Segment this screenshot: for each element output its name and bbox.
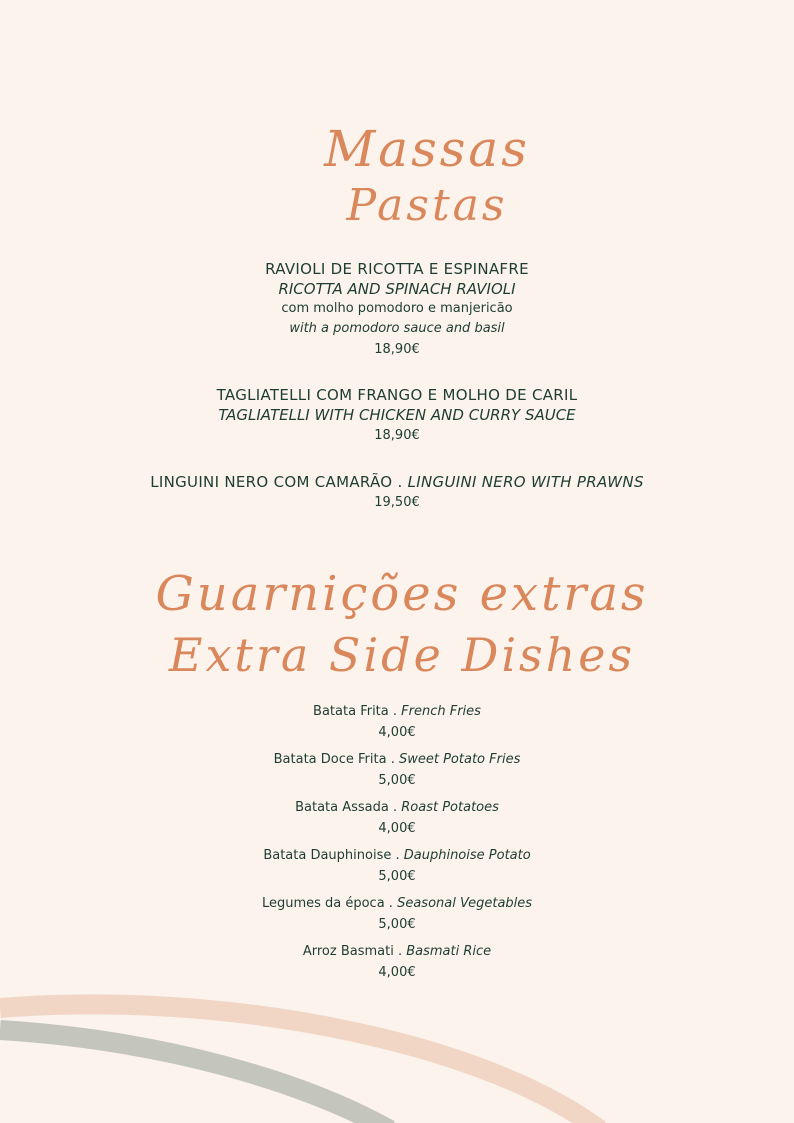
side-name-pt: Legumes da época .	[261, 896, 398, 911]
dish-name-pt: TAGLIATELLI COM FRANGO E MOLHO DE CARIL	[216, 386, 578, 404]
side-name-en: Basmati Rice	[406, 944, 492, 959]
dish-name-en: TAGLIATELLI WITH CHICKEN AND CURRY SAUCE	[218, 406, 576, 424]
dish-linguini	[0, 472, 794, 514]
side-item	[0, 702, 794, 744]
dish-name-en: LINGUINI NERO WITH PRAWNS	[407, 473, 644, 491]
side-name-pt: Batata Assada .	[295, 800, 402, 815]
dish-name-en: RICOTTA AND SPINACH RAVIOLI	[278, 280, 516, 298]
side-name-en: Roast Potatoes	[401, 800, 499, 815]
dish-name-line	[0, 472, 794, 492]
side-name-pt: Batata Frita .	[313, 704, 402, 719]
dish-price: 19,50€	[374, 495, 420, 510]
pastas-title-en: Pastas	[346, 180, 508, 231]
peach-arc	[0, 1004, 600, 1123]
side-name-pt: Arroz Basmati .	[302, 944, 407, 959]
side-name-en: Seasonal Vegetables	[397, 896, 533, 911]
dish-name-pt: LINGUINI NERO COM CAMARÃO .	[150, 473, 408, 491]
dish-price: 18,90€	[374, 428, 420, 443]
decorative-arcs	[0, 960, 794, 1123]
dish-tagliatelli	[0, 385, 794, 447]
side-price: 4,00€	[378, 821, 416, 836]
dish-description-en: with a pomodoro sauce and basil	[289, 321, 505, 336]
side-name-en: Dauphinoise Potato	[403, 848, 531, 863]
side-price: 5,00€	[378, 917, 416, 932]
side-name-pt: Batata Doce Frita .	[273, 752, 399, 767]
side-price: 5,00€	[378, 869, 416, 884]
side-item	[0, 798, 794, 840]
sides-title-pt: Guarnições extras	[155, 566, 649, 622]
dish-description-pt: com molho pomodoro e manjericão	[281, 301, 513, 316]
side-name-pt: Batata Dauphinoise .	[263, 848, 404, 863]
side-item	[0, 846, 794, 888]
side-item	[0, 750, 794, 792]
sides-title-en: Extra Side Dishes	[168, 628, 636, 682]
dish-price: 18,90€	[374, 342, 420, 357]
side-price: 4,00€	[378, 965, 416, 980]
side-name-en: French Fries	[401, 704, 481, 719]
dish-ravioli	[0, 259, 794, 361]
side-name-en: Sweet Potato Fries	[398, 752, 521, 767]
side-item	[0, 894, 794, 936]
side-price: 5,00€	[378, 773, 416, 788]
dish-name-pt: RAVIOLI DE RICOTTA E ESPINAFRE	[265, 260, 529, 278]
pastas-title-pt: Massas	[324, 120, 530, 178]
side-price: 4,00€	[378, 725, 416, 740]
gray-arc	[0, 1030, 390, 1123]
